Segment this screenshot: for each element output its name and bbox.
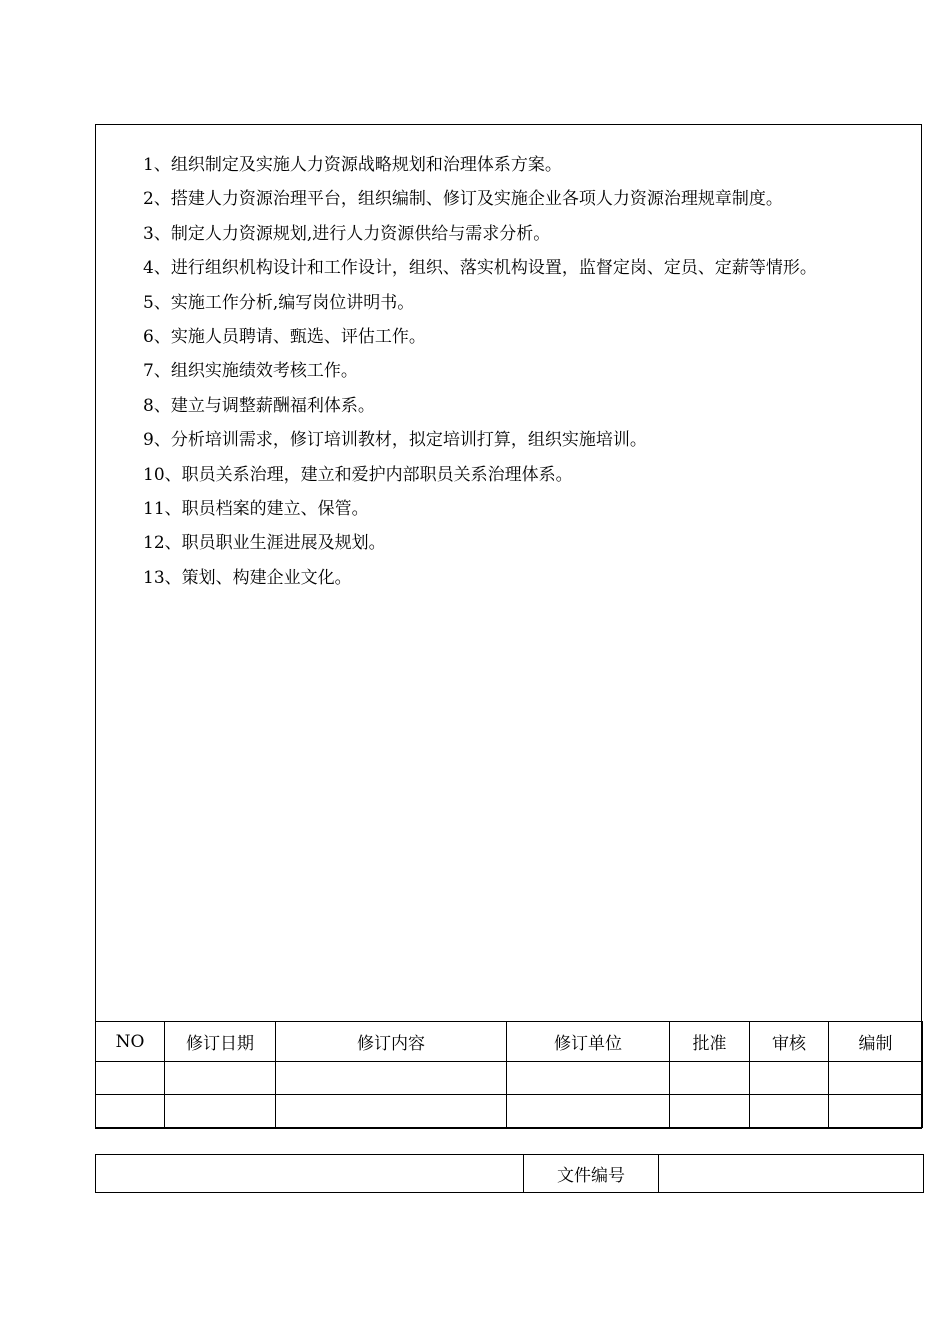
table-row [96, 1095, 923, 1128]
duty-item: 8、建立与调整薪酬福利体系。 [143, 395, 375, 416]
table-cell [670, 1062, 750, 1095]
duty-item: 6、实施人员聘请、甄选、评估工作。 [143, 326, 426, 347]
duty-item: 2、搭建人力资源治理平台，组织编制、修订及实施企业各项人力资源治理规章制度。 [143, 189, 783, 210]
document-number-table [95, 1154, 924, 1193]
table-cell [507, 1062, 670, 1095]
blank-cell [96, 1155, 524, 1193]
table-cell [829, 1062, 923, 1095]
table-cell [276, 1095, 507, 1128]
revision-header-row [96, 1022, 923, 1062]
table-cell [276, 1062, 507, 1095]
duty-item: 9、分析培训需求，修订培训教材，拟定培训打算，组织实施培训。 [143, 430, 647, 451]
duty-item: 7、组织实施绩效考核工作。 [143, 361, 358, 382]
duty-item: 5、实施工作分析,编写岗位讲明书。 [143, 292, 415, 313]
table-cell [670, 1095, 750, 1128]
table-cell [750, 1062, 829, 1095]
doc-number-value [659, 1155, 924, 1193]
table-row [96, 1062, 923, 1095]
header-revision-content: 修订内容 [276, 1022, 507, 1062]
table-cell [507, 1095, 670, 1128]
duty-item: 4、进行组织机构设计和工作设计，组织、落实机构设置，监督定岗、定员、定薪等情形。 [143, 258, 817, 279]
header-approve: 批准 [670, 1022, 750, 1062]
header-review: 审核 [750, 1022, 829, 1062]
doc-number-label: 文件编号 [524, 1155, 659, 1193]
duty-item: 1、组织制定及实施人力资源战略规划和治理体系方案。 [143, 155, 562, 175]
duties-list [143, 148, 817, 595]
table-cell [96, 1095, 165, 1128]
duty-item: 11、职员档案的建立、保管。 [143, 498, 369, 519]
table-cell [750, 1095, 829, 1128]
duties-box [95, 124, 922, 1129]
header-revision-unit: 修订单位 [507, 1022, 670, 1062]
table-cell [96, 1062, 165, 1095]
document-number-row [96, 1155, 924, 1193]
header-revision-date: 修订日期 [165, 1022, 276, 1062]
table-cell [165, 1062, 276, 1095]
duty-item: 13、策划、构建企业文化。 [143, 567, 352, 588]
table-cell [829, 1095, 923, 1128]
duty-item: 10、职员关系治理，建立和爱护内部职员关系治理体系。 [143, 464, 573, 485]
revision-table [95, 1021, 923, 1128]
duty-item: 12、职员职业生涯进展及规划。 [143, 533, 386, 554]
header-compile: 编制 [829, 1022, 923, 1062]
header-no: NO [96, 1022, 165, 1062]
duty-item: 3、制定人力资源规划,进行人力资源供给与需求分析。 [143, 223, 551, 244]
table-cell [165, 1095, 276, 1128]
